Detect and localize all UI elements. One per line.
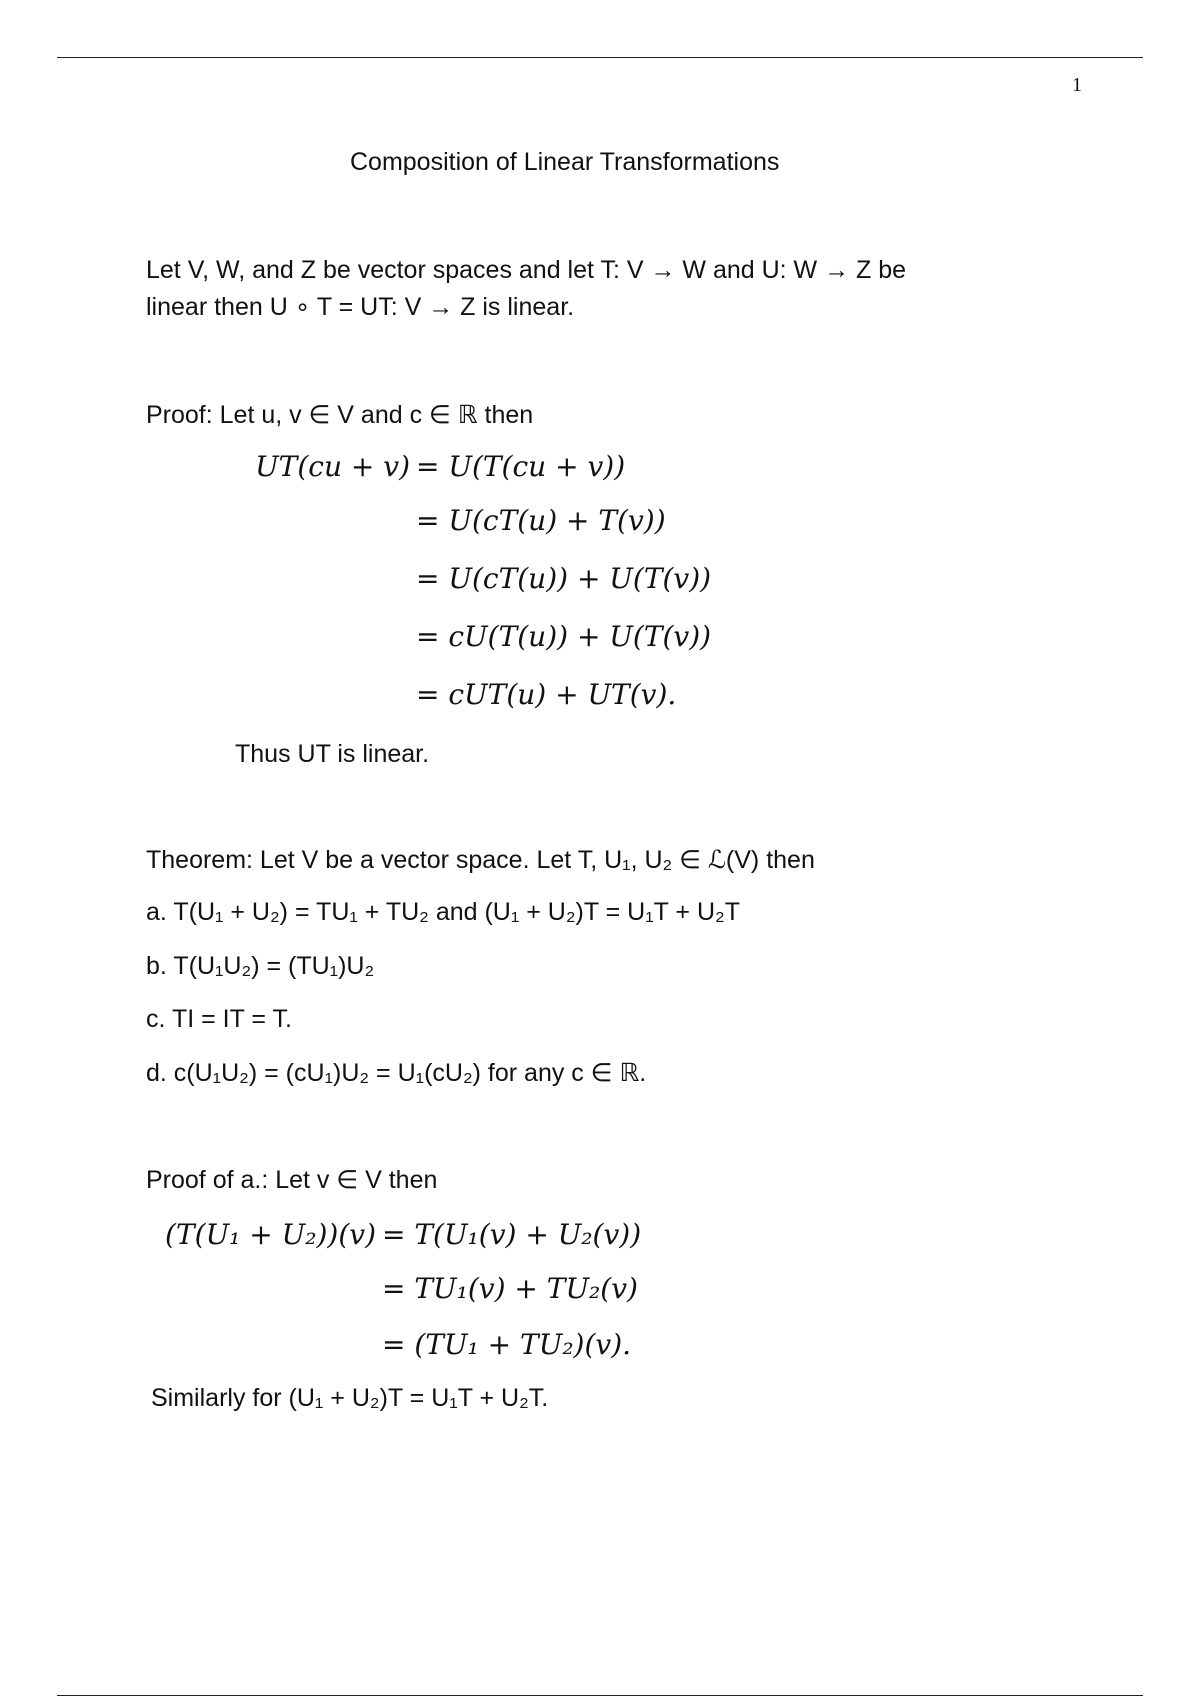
header-rule <box>57 57 1143 58</box>
theorem2-item-a: a. T(U₁ + U₂) = TU₁ + TU₂ and (U₁ + U₂)T = U₁T + U₂T <box>146 898 741 926</box>
proof1-step: = U(T(cu + v)) <box>416 450 626 483</box>
theorem2-item-d: d. c(U₁U₂) = (cU₁)U₂ = U₁(cU₂) for any c ∈ ℝ. <box>146 1059 647 1087</box>
proof1-lhs: UT(cu + v) <box>255 450 410 483</box>
page-number: 1 <box>1072 74 1082 96</box>
proof2-lhs: (T(U₁ + U₂))(v) <box>165 1218 376 1251</box>
page-title: Composition of Linear Transformations <box>350 148 780 176</box>
proof2-step: = TU₁(v) + TU₂(v) <box>382 1272 638 1305</box>
theorem1-line2: linear then U ∘ T = UT: V → Z is linear. <box>146 293 575 321</box>
theorem2-intro: Theorem: Let V be a vector space. Let T, U₁, U₂ ∈ ℒ(V) then <box>146 846 815 874</box>
theorem1-line1: Let V, W, and Z be vector spaces and let T: V → W and U: W → Z be <box>146 256 907 284</box>
proof2-conclusion: Similarly for (U₁ + U₂)T = U₁T + U₂T. <box>151 1384 549 1412</box>
proof2-intro: Proof of a.: Let v ∈ V then <box>146 1166 438 1194</box>
proof1-step: = U(cT(u)) + U(T(v)) <box>416 562 712 595</box>
theorem2-item-b: b. T(U₁U₂) = (TU₁)U₂ <box>146 952 375 980</box>
proof2-step: = (TU₁ + TU₂)(v). <box>382 1328 632 1361</box>
proof1-step: = U(cT(u) + T(v)) <box>416 504 666 537</box>
theorem2-item-c: c. TI = IT = T. <box>146 1005 292 1033</box>
proof1-step: = cUT(u) + UT(v). <box>416 678 677 711</box>
proof1-conclusion: Thus UT is linear. <box>235 740 430 768</box>
footer-rule <box>57 1695 1143 1696</box>
proof1-step: = cU(T(u)) + U(T(v)) <box>416 620 712 653</box>
proof1-intro: Proof: Let u, v ∈ V and c ∈ ℝ then <box>146 401 534 429</box>
proof2-step: = T(U₁(v) + U₂(v)) <box>382 1218 642 1251</box>
